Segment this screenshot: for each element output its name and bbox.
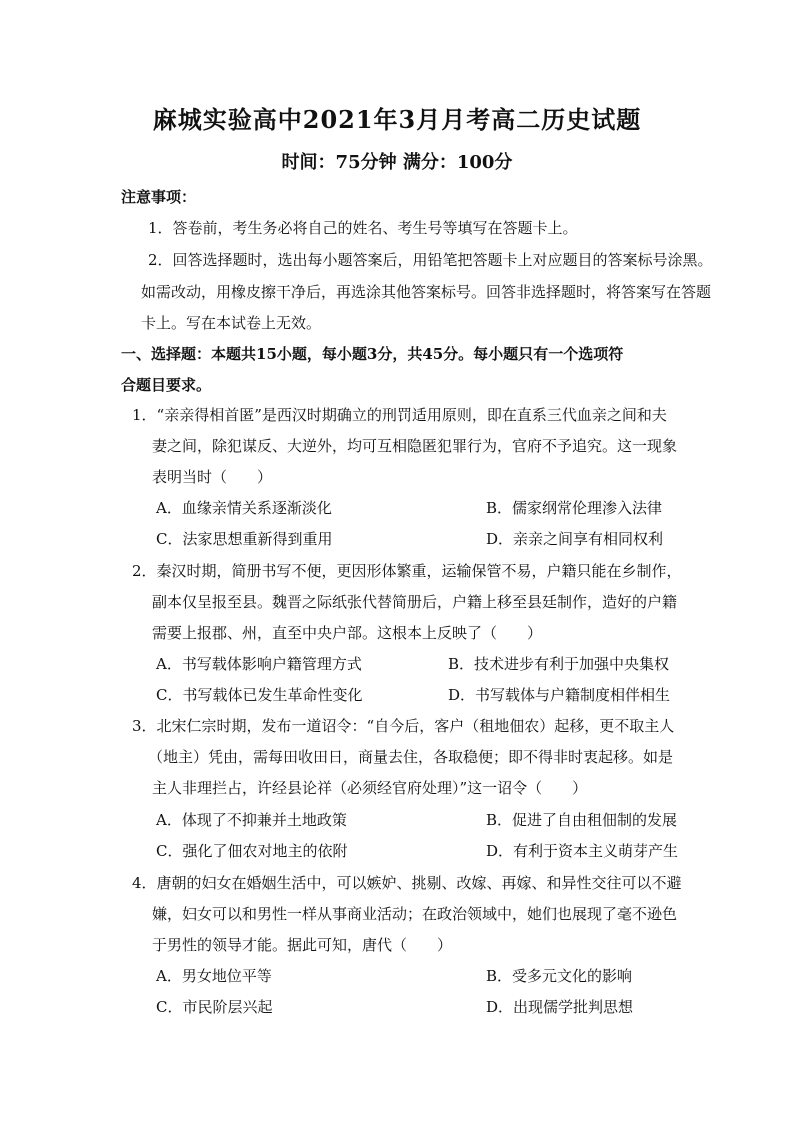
question-4-stem-line-1: 4．唐朝的妇女在婚姻生活中，可以嫉妒、挑剔、改嫁、再嫁、和异性交往可以不避	[132, 874, 682, 892]
exam-time-score: 时间：75分钟 满分：100分	[281, 152, 513, 173]
question-3-option-a: A．体现了不抑兼并土地政策	[156, 811, 347, 829]
question-2-stem-line-3: 需要上报郡、州，直至中央户部。这根本上反映了（ ）	[152, 624, 543, 642]
notice-heading: 注意事项：	[121, 188, 197, 206]
notice-item-1: 1．答卷前，考生务必将自己的姓名、考生号等填写在答题卡上。	[148, 219, 578, 237]
question-3-option-b: B．促进了自由租佃制的发展	[486, 811, 678, 829]
question-4-option-d: D．出现儒学批判思想	[486, 998, 634, 1016]
question-4-option-b: B．受多元文化的影响	[486, 967, 633, 985]
question-3-stem-line-2: （地主）凭由，需每田收田日，商量去住，各取稳便；即不得非时衷起移。如是	[148, 748, 674, 766]
question-2-option-d: D．书写载体与户籍制度相伴相生	[448, 686, 671, 704]
question-4-option-c: C．市民阶层兴起	[156, 998, 273, 1016]
question-4-option-a: A．男女地位平等	[156, 967, 272, 985]
question-3-stem-line-3: 主人非理拦占，许经县论祥（必须经官府处理）”这一诏令（ ）	[152, 779, 588, 797]
question-3-stem-line-1: 3．北宋仁宗时期，发布一道诏令：“自今后，客户（租地佃农）起移，更不取主人	[132, 717, 675, 735]
question-2-option-a: A．书写载体影响户籍管理方式	[156, 655, 362, 673]
page-title: 麻城实验高中2021年3月月考高二历史试题	[152, 105, 642, 134]
question-1-option-b: B．儒家纲常伦理渗入法律	[486, 499, 663, 517]
question-1-option-d: D．亲亲之间享有相同权利	[486, 530, 664, 548]
notice-item-2-line-1: 2．回答选择题时，选出每小题答案后，用铅笔把答题卡上对应题目的答案标号涂黑。	[148, 251, 713, 269]
section-heading-line-1: 一、选择题：本题共15小题，每小题3分，共45分。每小题只有一个选项符	[121, 345, 624, 363]
question-2-option-c: C．书写载体已发生革命性变化	[156, 686, 363, 704]
section-heading-line-2: 合题目要求。	[121, 376, 212, 394]
question-3-option-c: C．强化了佃农对地主的依附	[156, 842, 348, 860]
question-1-stem-line-2: 妻之间，除犯谋反、大逆外，均可互相隐匿犯罪行为，官府不予追究。这一现象	[152, 437, 678, 455]
question-2-option-b: B．技术进步有利于加强中央集权	[448, 655, 670, 673]
question-4-stem-line-2: 嫌，妇女可以和男性一样从事商业活动；在政治领域中，她们也展现了毫不逊色	[152, 905, 678, 923]
question-3-option-d: D．有利于资本主义萌芽产生	[486, 842, 679, 860]
question-2-stem-line-2: 副本仅呈报至县。魏晋之际纸张代替简册后，户籍上移至县廷制作，造好的户籍	[152, 593, 678, 611]
question-1-option-c: C．法家思想重新得到重用	[156, 530, 333, 548]
question-4-stem-line-3: 于男性的领导才能。据此可知，唐代（ ）	[152, 936, 453, 954]
question-1-stem-line-1: 1．“亲亲得相首匿”是西汉时期确立的刑罚适用原则，即在直系三代血亲之间和夫	[132, 406, 667, 424]
notice-item-2-line-2: 如需改动，用橡皮擦干净后，再选涂其他答案标号。回答非选择题时，将答案写在答题	[141, 283, 712, 301]
question-2-stem-line-1: 2．秦汉时期，简册书写不便，更因形体繁重，运输保管不易，户籍只能在乡制作，	[132, 562, 682, 580]
question-1-option-a: A．血缘亲情关系逐渐淡化	[156, 499, 332, 517]
notice-item-2-line-3: 卡上。写在本试卷上无效。	[141, 314, 322, 332]
question-1-stem-line-3: 表明当时（ ）	[152, 468, 273, 486]
